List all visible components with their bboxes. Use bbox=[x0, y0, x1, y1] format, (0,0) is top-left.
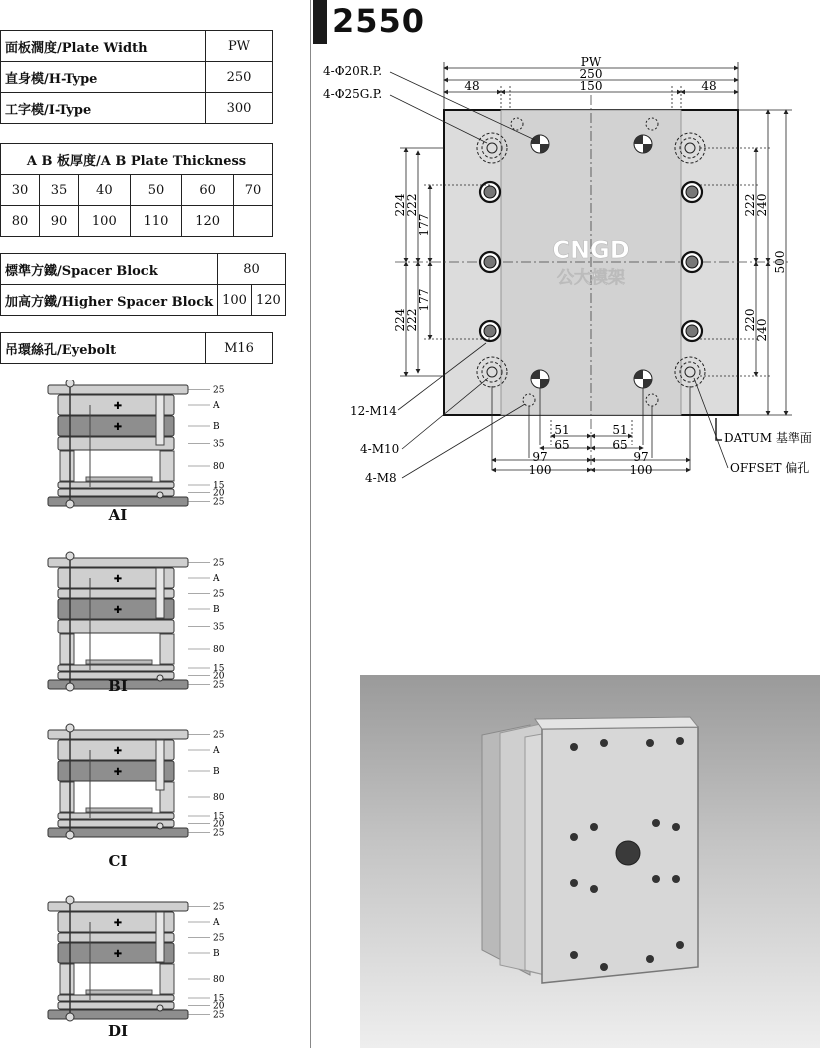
value-h-type: 250 bbox=[206, 62, 273, 93]
dim-97-right: 97 bbox=[633, 450, 649, 464]
mold-stack-bi bbox=[48, 552, 225, 691]
label-h-type: 直身模/H-Type bbox=[1, 62, 206, 93]
ejector-rod bbox=[86, 660, 152, 664]
return-pin-top-right bbox=[634, 135, 652, 153]
screw-head-icon bbox=[66, 380, 74, 387]
spacer-block bbox=[60, 451, 74, 481]
dim-222-right: 222 bbox=[743, 193, 757, 217]
dim-250: 250 bbox=[579, 67, 603, 81]
datum-mark bbox=[716, 418, 722, 440]
layer-label: 25 bbox=[213, 828, 225, 839]
ab-cell: 30 bbox=[1, 175, 40, 206]
value-eyebolt: M16 bbox=[206, 333, 273, 364]
ab-cell: 40 bbox=[79, 175, 131, 206]
label-m8: 4-M8 bbox=[365, 471, 397, 485]
plate-center-mark: ✚ bbox=[113, 422, 123, 433]
value-i-type: 300 bbox=[206, 93, 273, 124]
ab-cell: 80 bbox=[1, 206, 40, 237]
ab-cell: 60 bbox=[182, 175, 234, 206]
layer-label: 15 bbox=[213, 812, 225, 822]
value-plate-width: PW bbox=[206, 31, 273, 62]
dim-500: 500 bbox=[773, 250, 787, 274]
dim-222-lower: 222 bbox=[405, 308, 419, 332]
ab-cell: 90 bbox=[40, 206, 79, 237]
label-eyebolt: 吊環絲孔/Eyebolt bbox=[1, 333, 206, 364]
value-spacer-block: 80 bbox=[218, 254, 286, 285]
layer-label: 80 bbox=[213, 975, 225, 985]
value-higher-spacer-120: 120 bbox=[251, 285, 285, 316]
plate-width-table bbox=[0, 30, 273, 124]
layer-label: 25 bbox=[213, 558, 225, 569]
series-marker bbox=[313, 0, 327, 44]
spacer-block bbox=[60, 964, 74, 994]
label-higher-spacer: 加高方鐵/Higher Spacer Block bbox=[1, 285, 218, 316]
guide-pin bbox=[156, 568, 164, 618]
guide-pin bbox=[156, 395, 164, 445]
plate-layer bbox=[58, 813, 174, 819]
dim-100-left: 100 bbox=[528, 463, 552, 477]
spacer-block bbox=[160, 634, 174, 664]
dim-65-left: 65 bbox=[554, 438, 570, 452]
plate-center-mark: ✚ bbox=[113, 767, 123, 778]
mold-base-photo bbox=[360, 675, 820, 1048]
dim-177-upper: 177 bbox=[417, 213, 431, 237]
dim-51-right: 51 bbox=[612, 423, 628, 437]
logo-text: CNGD bbox=[552, 236, 630, 264]
screw-head-icon bbox=[157, 492, 163, 498]
layer-label: B bbox=[213, 767, 220, 777]
label-gp: 4-Φ25G.P. bbox=[323, 87, 383, 101]
mold-top-face bbox=[535, 717, 698, 729]
dim-224-lower: 224 bbox=[393, 308, 407, 332]
m14-screw-hole bbox=[484, 186, 496, 198]
dim-220-right: 220 bbox=[743, 308, 757, 332]
layer-label: 15 bbox=[213, 481, 225, 491]
layer-label: A bbox=[213, 746, 220, 756]
guide-pin bbox=[156, 740, 164, 790]
plate-center-mark: ✚ bbox=[113, 401, 123, 412]
plate-layer bbox=[58, 995, 174, 1001]
dim-222-upper: 222 bbox=[405, 193, 419, 217]
screw-head-icon bbox=[66, 724, 74, 732]
dim-pw: PW bbox=[580, 55, 602, 69]
layer-label: B bbox=[213, 949, 220, 959]
m14-screw-hole bbox=[686, 325, 698, 337]
label-m14: 12-M14 bbox=[350, 404, 397, 418]
layer-label: B bbox=[213, 422, 220, 432]
ab-thickness-table bbox=[0, 143, 273, 237]
m14-screw-hole bbox=[686, 186, 698, 198]
layer-label: 20 bbox=[213, 671, 225, 682]
value-higher-spacer-100: 100 bbox=[218, 285, 252, 316]
plate-center-mark: ✚ bbox=[113, 574, 123, 585]
dim-51-left: 51 bbox=[554, 423, 570, 437]
label-offset: OFFSET 偏孔 bbox=[730, 461, 810, 475]
dim-224-upper: 224 bbox=[393, 193, 407, 217]
dim-100-right: 100 bbox=[629, 463, 653, 477]
stack-caption-ai: AI bbox=[108, 506, 128, 524]
dim-48-right: 48 bbox=[701, 79, 717, 93]
plate-center-mark: ✚ bbox=[113, 949, 123, 960]
plate-center-mark: ✚ bbox=[113, 605, 123, 616]
layer-label: 25 bbox=[213, 497, 225, 508]
plate-center-mark: ✚ bbox=[113, 746, 123, 757]
layer-label: 35 bbox=[213, 439, 225, 450]
stack-caption-bi: BI bbox=[108, 677, 128, 695]
plate-layer bbox=[58, 482, 174, 488]
layer-label: 15 bbox=[213, 664, 225, 674]
layer-label: 20 bbox=[213, 488, 225, 499]
layer-label: 25 bbox=[213, 680, 225, 691]
layer-label: 80 bbox=[213, 793, 225, 803]
m14-screw-hole bbox=[484, 325, 496, 337]
ab-cell bbox=[233, 206, 272, 237]
plate-layer bbox=[58, 620, 174, 633]
guide-pin bbox=[156, 912, 164, 962]
return-pin-bottom-right bbox=[634, 370, 652, 388]
layer-label: 20 bbox=[213, 1001, 225, 1012]
ejector-rod bbox=[86, 808, 152, 812]
label-spacer-block: 標準方鐵/Spacer Block bbox=[1, 254, 218, 285]
spacer-block bbox=[160, 964, 174, 994]
ab-cell: 50 bbox=[130, 175, 182, 206]
dim-240-bottom: 240 bbox=[755, 318, 769, 342]
stack-caption-ci: CI bbox=[108, 852, 128, 870]
plate-layer bbox=[58, 665, 174, 671]
layer-label: 25 bbox=[213, 1010, 225, 1021]
ab-cell: 70 bbox=[233, 175, 272, 206]
layer-label: 25 bbox=[213, 933, 225, 944]
screw-head-icon bbox=[66, 500, 74, 508]
m14-screw-hole bbox=[686, 256, 698, 268]
label-rp: 4-Φ20R.P. bbox=[323, 64, 383, 78]
return-pin-top-left bbox=[531, 135, 549, 153]
m14-screw-hole bbox=[484, 256, 496, 268]
layer-label: A bbox=[213, 401, 220, 411]
ab-cell: 110 bbox=[130, 206, 182, 237]
spacer-block bbox=[60, 634, 74, 664]
layer-label: 80 bbox=[213, 462, 225, 472]
series-title: 2550 bbox=[332, 2, 426, 40]
label-datum: DATUM 基準面 bbox=[724, 431, 812, 445]
screw-head-icon bbox=[66, 831, 74, 839]
sprue-bushing-hole bbox=[616, 841, 640, 865]
screw-head-icon bbox=[66, 683, 74, 691]
logo-subtext: 公大模架 bbox=[557, 268, 625, 288]
label-plate-width: 面板濶度/Plate Width bbox=[1, 31, 206, 62]
ejector-rod bbox=[86, 477, 152, 481]
dim-150: 150 bbox=[579, 79, 603, 93]
label-m10: 4-M10 bbox=[360, 442, 400, 456]
ab-cell: 120 bbox=[182, 206, 234, 237]
layer-label: A bbox=[213, 574, 220, 584]
dim-48-left: 48 bbox=[464, 79, 480, 93]
ab-thickness-header: A B 板厚度/A B Plate Thickness bbox=[1, 144, 273, 175]
screw-head-icon bbox=[157, 675, 163, 681]
layer-label: 25 bbox=[213, 589, 225, 600]
mold-stack-ai bbox=[48, 380, 225, 508]
eyebolt-table bbox=[0, 332, 273, 364]
spacer-block bbox=[160, 451, 174, 481]
ab-cell: 100 bbox=[79, 206, 131, 237]
ab-cell: 35 bbox=[40, 175, 79, 206]
layer-label: A bbox=[213, 918, 220, 928]
plate-drawing bbox=[310, 50, 820, 490]
layer-label: 25 bbox=[213, 385, 225, 396]
spacer-block-table bbox=[0, 253, 286, 316]
screw-head-icon bbox=[66, 896, 74, 904]
layer-label: B bbox=[213, 605, 220, 615]
dim-240-top: 240 bbox=[755, 193, 769, 217]
plate-center-mark: ✚ bbox=[113, 918, 123, 929]
layer-label: 25 bbox=[213, 730, 225, 741]
screw-head-icon bbox=[157, 823, 163, 829]
layer-label: 15 bbox=[213, 994, 225, 1004]
layer-label: 80 bbox=[213, 645, 225, 655]
layer-label: 25 bbox=[213, 902, 225, 913]
screw-head-icon bbox=[157, 1005, 163, 1011]
label-i-type: 工字模/I-Type bbox=[1, 93, 206, 124]
stack-caption-di: DI bbox=[107, 1022, 129, 1040]
ejector-rod bbox=[86, 990, 152, 994]
dim-97-left: 97 bbox=[532, 450, 548, 464]
mold-stacks-svg bbox=[0, 380, 300, 1048]
spacer-block bbox=[60, 782, 74, 812]
mold-stack-ci bbox=[48, 724, 225, 839]
layer-label: 35 bbox=[213, 622, 225, 633]
dim-177-lower: 177 bbox=[417, 288, 431, 312]
layer-label: 20 bbox=[213, 819, 225, 830]
screw-head-icon bbox=[66, 1013, 74, 1021]
dim-65-right: 65 bbox=[612, 438, 628, 452]
screw-head-icon bbox=[66, 552, 74, 560]
mold-stack-di bbox=[48, 896, 225, 1021]
return-pin-bottom-left bbox=[531, 370, 549, 388]
